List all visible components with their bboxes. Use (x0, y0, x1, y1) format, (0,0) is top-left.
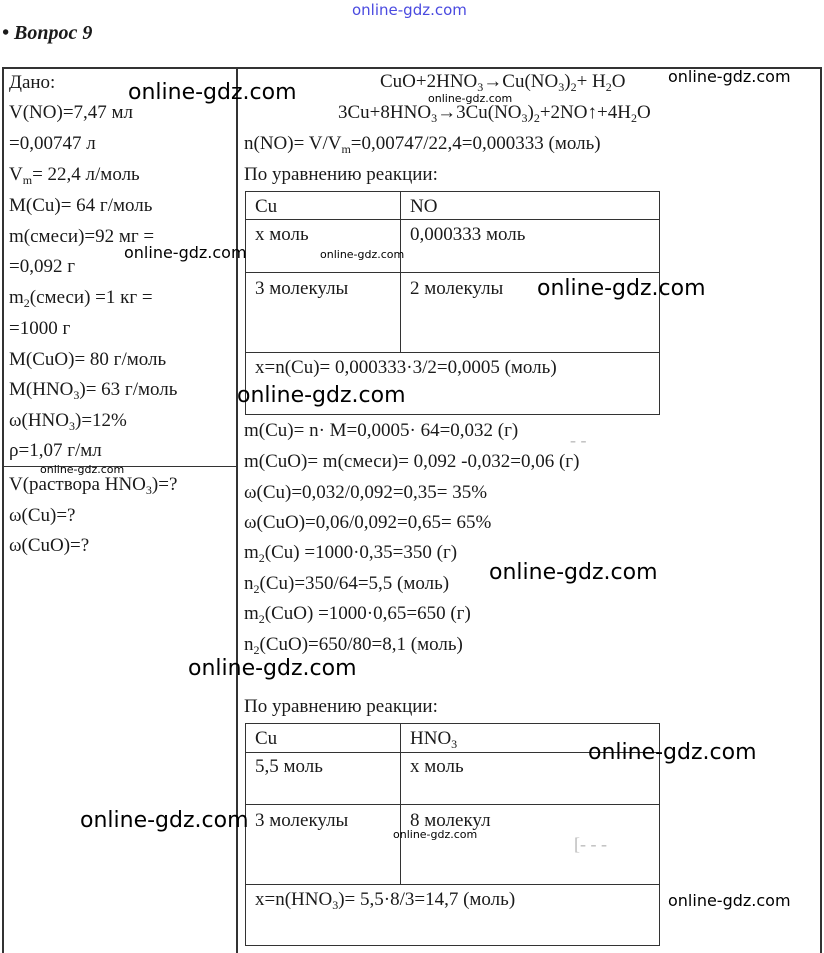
watermark: online-gdz.com (668, 891, 791, 910)
table2-cell: x моль (410, 756, 464, 777)
table1-cell: 3 молекулы (255, 278, 349, 299)
table1-cell: 0,000333 моль (410, 224, 526, 245)
watermark: online-gdz.com (128, 80, 297, 105)
table1-header-cu: Cu (255, 196, 278, 217)
outer-right-border (820, 67, 822, 953)
watermark: online-gdz.com (588, 740, 757, 765)
watermark: online-gdz.com (668, 67, 791, 86)
table1-header-no: NO (410, 196, 438, 217)
given-density: ρ=1,07 г/мл (9, 440, 102, 461)
watermark: online-gdz.com (237, 383, 406, 408)
table2-result: $x=n(HNO_3)= 5,5\cdot 8/3=14,7$ (моль) (255, 889, 516, 912)
given-v-no: V(NO)=7,47 мл (9, 102, 134, 123)
watermark: online-gdz.com (537, 276, 706, 301)
table2-cell: 5,5 моль (255, 756, 323, 777)
table1-cell: x моль (255, 224, 309, 245)
given-mix-mass: m(смеси)=92 мг = (9, 226, 155, 247)
faint-scribble: - - (570, 430, 587, 450)
given-heading: Дано: (9, 72, 56, 93)
equation-1: $CuO+2HNO_3\to Cu(NO_3)_2+ H_2O$ (380, 71, 626, 94)
calc-n2-cu: $n_2(Cu)=350/64=5,5$ (моль) (244, 573, 450, 596)
table2-cell: 3 молекулы (255, 810, 349, 831)
calc-n2-cuo: $n_2(CuO)=650/80=8,1$ (моль) (244, 634, 463, 657)
given-m-hno3: $M(HNO_3)= 63$ г/моль (9, 379, 178, 402)
calc-m2-cuo: $m_2(CuO) =1000\cdot 0,65=650$ (г) (244, 603, 471, 626)
table2-header-hno3: $HNO_3$ (410, 728, 458, 751)
equation-2: $3Cu+8HNO_3\to 3Cu(NO_3)_2+2NO↑+4H_2O$ (338, 102, 651, 125)
table2-cell: 8 молекул (410, 810, 491, 831)
given-v-no-liters: =0,00747 л (9, 133, 96, 154)
given-m-cuo: M(CuO)= 80 г/моль (9, 349, 167, 370)
faint-scribble: [- - - (574, 834, 607, 854)
table1-cell: 2 молекулы (410, 278, 504, 299)
find-w-cu: ω(Cu)=? (9, 505, 76, 526)
watermark: online-gdz.com (489, 560, 658, 585)
watermark-top: online-gdz.com (352, 1, 467, 19)
by-equation-label-1: По уравнению реакции: (244, 164, 438, 185)
given-m-cu: M(Cu)= 64 г/моль (9, 195, 153, 216)
given-m2-mix: $m_2(смеси) =1$ кг = (9, 287, 153, 310)
watermark: online-gdz.com (40, 463, 125, 476)
watermark: online-gdz.com (188, 656, 357, 681)
question-title: • Вопрос 9 (2, 22, 93, 44)
given-w-hno3: $\omega(HNO_3)=12\%$ (9, 410, 127, 433)
watermark: online-gdz.com (320, 248, 405, 261)
watermark: online-gdz.com (428, 92, 513, 105)
given-vm: $V_m= 22,4$ л/моль (9, 164, 140, 187)
calc-m-cuo: m(CuO)= m(смеси)= 0,092 -0,032=0,06 (г) (244, 451, 580, 472)
calc-m-cu: m(Cu)= n· M=0,0005· 64=0,032 (г) (244, 420, 519, 441)
calc-w-cu: ω(Cu)=0,032/0,092=0,35= 35% (244, 482, 488, 503)
watermark: online-gdz.com (124, 243, 247, 262)
calc-w-cuo: ω(CuO)=0,06/0,092=0,65= 65% (244, 512, 492, 533)
watermark: online-gdz.com (80, 808, 249, 833)
calc-n-no: $n(NO)= V/V_m=0,00747/22,4=0,000333$ (моль) (244, 133, 601, 156)
find-w-cuo: ω(CuO)=? (9, 535, 90, 556)
table2-header-cu: Cu (255, 728, 278, 749)
find-v-solution: V(раствора $HNO_3)=$? (9, 474, 178, 497)
outer-left-border (2, 67, 4, 953)
given-m2-grams: =1000 г (9, 318, 71, 339)
calc-m2-cu: $m_2(Cu) =1000\cdot 0,35=350$ (г) (244, 542, 458, 565)
by-equation-label-2: По уравнению реакции: (244, 696, 438, 717)
watermark: online-gdz.com (393, 828, 478, 841)
given-mix-mass-grams: =0,092 г (9, 256, 76, 277)
table1-result: x=n(Cu)= 0,000333·3/2=0,0005 (моль) (255, 357, 557, 378)
